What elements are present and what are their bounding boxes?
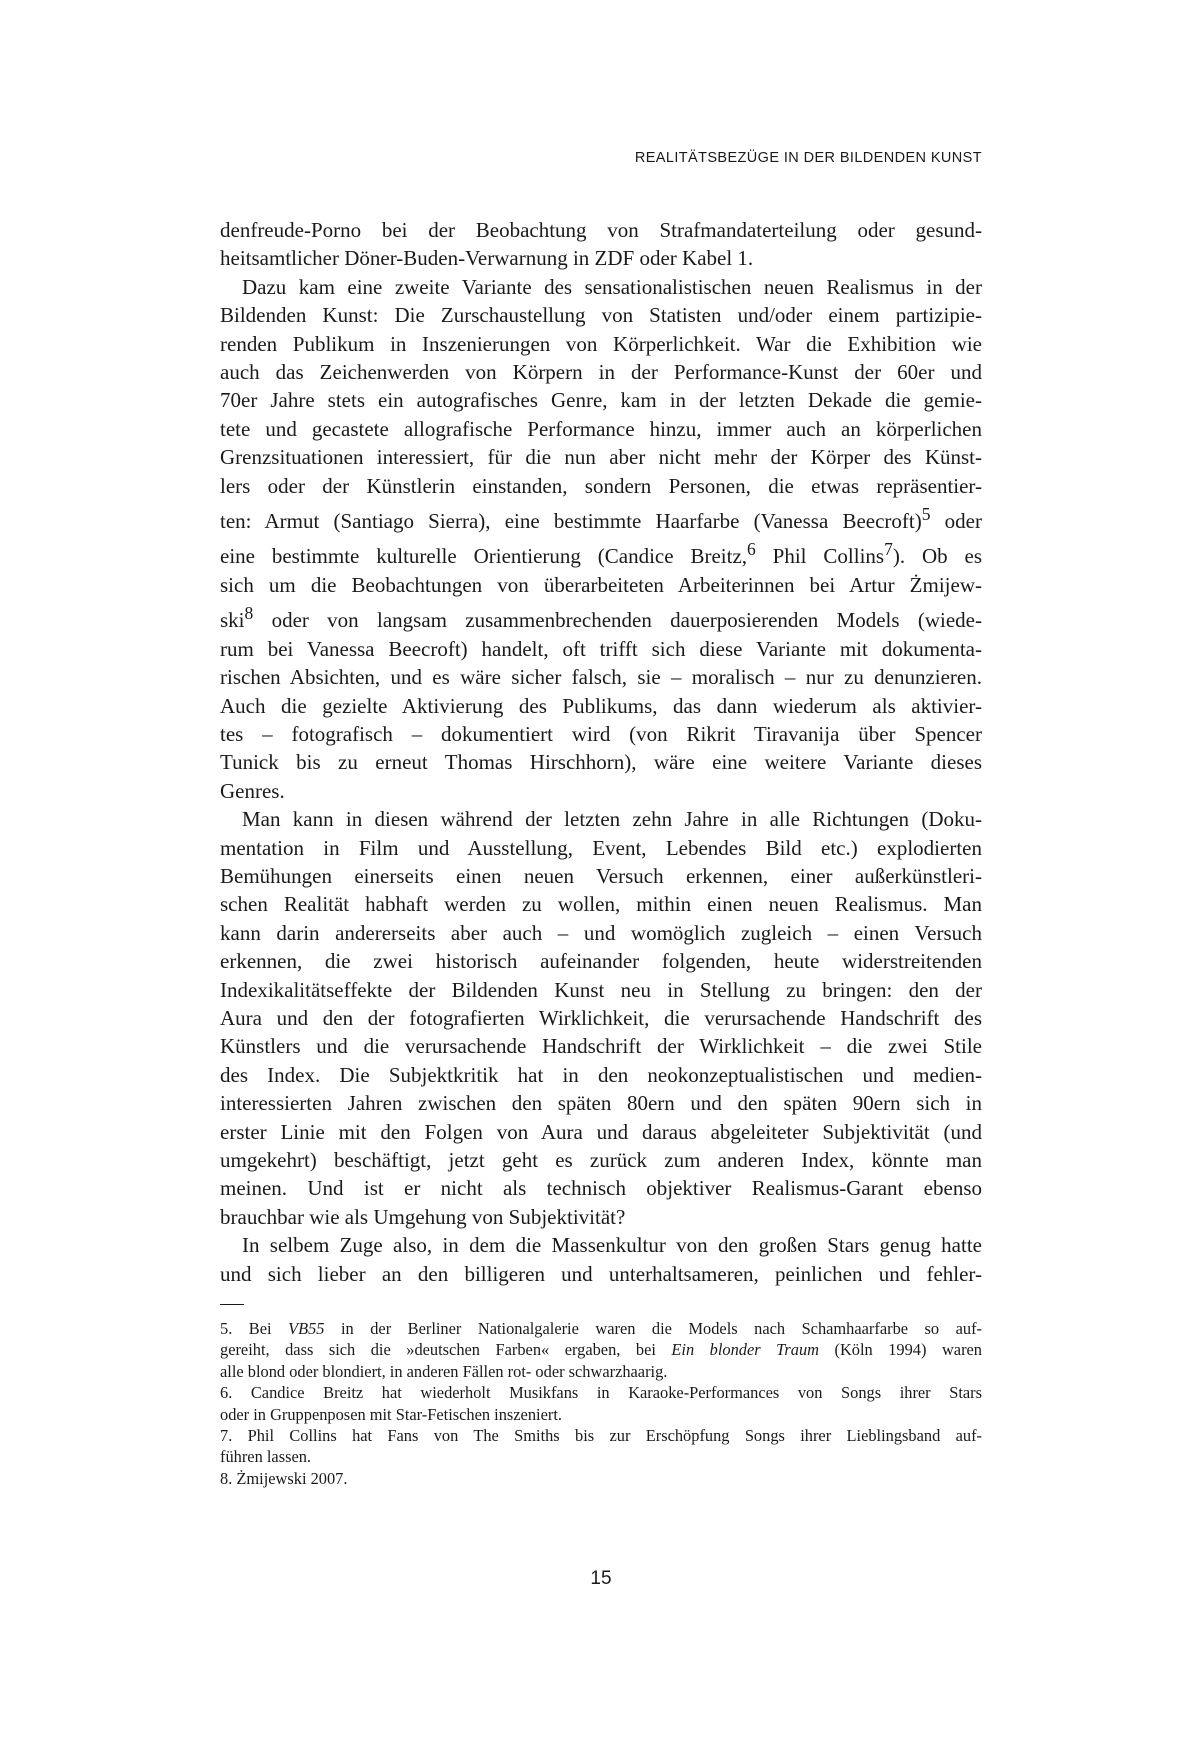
text-line: umgekehrt) beschäftigt, jetzt geht es zurück zum anderen Index, könnte man xyxy=(220,1148,982,1172)
text-line: mentation in Film und Ausstellung, Event, Lebendes Bild etc.) explodierten xyxy=(220,835,982,860)
footnote-line: 8. Żmijewski 2007. xyxy=(220,1468,348,1488)
paragraph-3 xyxy=(220,805,982,1231)
body-text xyxy=(220,216,982,1288)
text-line: Man kann in diesen während der letzten zehn Jahre in alle Richtungen (Doku- xyxy=(242,807,982,832)
text-run: ). Ob es xyxy=(892,544,983,569)
footnote-ref-7[interactable]: 7 xyxy=(884,539,893,560)
text-line: rum bei Vanessa Beecroft) handelt, oft trifft sich diese Variante mit dokumenta- xyxy=(220,636,982,661)
text-line: heitsamtlicher Döner-Buden-Verwarnung in ZDF oder Kabel 1. xyxy=(220,246,754,271)
paragraph-4 xyxy=(220,1231,982,1288)
text-run: Phil Collins xyxy=(755,544,885,569)
text-line: tes – fotografisch – dokumentiert wird (von Rikrit Tiravanija über Spencer xyxy=(220,721,982,746)
text-line: Tunick bis zu erneut Thomas Hirschhorn), wäre eine weitere Variante dieses xyxy=(220,750,982,775)
text-line: schen Realität habhaft werden zu wollen, mithin einen neuen Realismus. Man xyxy=(220,892,982,917)
text-run: in der Berliner Nationalgalerie waren die Models nach Schamhaarfarbe so auf- xyxy=(324,1319,983,1338)
text-line: tete und gecastete allografische Performance hinzu, immer auch an körperlichen xyxy=(220,416,982,441)
text-line: sich um die Beobachtungen von überarbeiteten Arbeiterinnen bei Artur Żmijew- xyxy=(220,572,982,597)
page-number: 15 xyxy=(590,1568,612,1589)
text-line: Genres. xyxy=(220,778,285,803)
footnotes xyxy=(220,1318,982,1489)
text-line: Aura und den der fotografierten Wirklichkeit, die verursachende Handschrift des xyxy=(220,1005,982,1030)
running-head: REALITÄTSBEZÜGE IN DER BILDENDEN KUNST xyxy=(634,150,982,166)
paragraph-1 xyxy=(220,216,982,273)
text-line xyxy=(220,599,982,634)
footnote-8 xyxy=(220,1468,982,1489)
text-line: erkennen, die zwei historisch aufeinander folgenden, heute widerstreitenden xyxy=(220,949,982,974)
text-line: interessierten Jahren zwischen den späten 80ern und den späten 90ern sich in xyxy=(220,1091,982,1116)
text-line: erster Linie mit den Folgen von Aura und daraus abgeleiteter Subjektivität (und xyxy=(220,1119,982,1144)
footnote-ref-8[interactable]: 8 xyxy=(244,603,254,624)
text-line: In selbem Zuge also, in dem die Massenkultur von den großen Stars genug hatte xyxy=(242,1233,982,1258)
footnote-divider xyxy=(220,1304,244,1305)
footnote-line: 6. Candice Breitz hat wiederholt Musikfans in Karaoke-Performances von Songs ihrer Stars xyxy=(220,1383,982,1403)
text-line: Auch die gezielte Aktivierung des Publikums, das dann wiederum als aktivier- xyxy=(220,693,982,718)
italic-title: Ein blonder Traum xyxy=(671,1340,819,1360)
text-line: auch das Zeichenwerden von Körpern in der Performance-Kunst der 60er und xyxy=(220,360,982,385)
text-line: und sich lieber an den billigeren und unterhaltsameren, peinlichen und fehler- xyxy=(220,1261,982,1286)
text-line: des Index. Die Subjektkritik hat in den neokonzeptualistischen und medien- xyxy=(220,1062,982,1087)
footnote-6 xyxy=(220,1382,982,1425)
text-line xyxy=(220,535,982,570)
footnote-line: führen lassen. xyxy=(220,1447,312,1467)
footnote-ref-5[interactable]: 5 xyxy=(921,504,931,525)
text-run: eine bestimmte kulturelle Orientierung (Candice Breitz, xyxy=(220,544,748,569)
footnote-line xyxy=(220,1339,982,1360)
footnote-7 xyxy=(220,1425,982,1468)
text-line: 70er Jahre stets ein autografisches Genre, kam in der letzten Dekade die gemie- xyxy=(220,388,982,413)
text-line: Grenzsituationen interessiert, für die nun aber nicht mehr der Körper des Künst- xyxy=(220,445,982,470)
italic-title: VB55 xyxy=(288,1319,325,1338)
text-line: denfreude-Porno bei der Beobachtung von Strafmandaterteilung oder gesund- xyxy=(220,218,982,242)
text-run: (Köln 1994) waren xyxy=(818,1340,983,1360)
paragraph-2 xyxy=(220,273,982,805)
text-run: ten: Armut (Santiago Sierra), eine bestimmte Haarfarbe (Vanessa Beecroft) xyxy=(220,509,922,534)
text-line: Indexikalitätseffekte der Bildenden Kunst neu in Stellung zu bringen: den der xyxy=(220,977,982,1002)
text-line: renden Publikum in Inszenierungen von Körperlichkeit. War die Exhibition wie xyxy=(220,331,982,356)
footnote-5 xyxy=(220,1318,982,1382)
text-line: brauchbar wie als Umgehung von Subjektivität? xyxy=(220,1204,626,1229)
text-line: rischen Absichten, und es wäre sicher falsch, sie – moralisch – nur zu denunzieren. xyxy=(220,665,982,690)
text-run: oder xyxy=(930,509,982,534)
text-line: meinen. Und ist er nicht als technisch objektiver Realismus-Garant ebenso xyxy=(220,1176,982,1201)
text-run: oder von langsam zusammenbrechenden dauerposierenden Models (wiede- xyxy=(253,608,982,633)
text-line: Bildenden Kunst: Die Zurschaustellung von Statisten und/oder einem partizipie- xyxy=(220,303,982,328)
footnote-line: 7. Phil Collins hat Fans von The Smiths bis zur Erschöpfung Songs ihrer Lieblingsband auf- xyxy=(220,1426,982,1446)
text-line: lers oder der Künstlerin einstanden, sondern Personen, die etwas repräsentier- xyxy=(220,473,982,498)
text-line: kann darin andererseits aber auch – und womöglich zugleich – einen Versuch xyxy=(220,920,982,945)
text-line: Dazu kam eine zweite Variante des sensationalistischen neuen Realismus in der xyxy=(242,274,982,299)
text-run: 5. Bei xyxy=(220,1319,289,1338)
text-run: ski xyxy=(220,608,245,633)
text-line: Künstlers und die verursachende Handschrift der Wirklichkeit – die zwei Stile xyxy=(220,1034,982,1059)
text-line xyxy=(220,500,982,535)
text-run: gereiht, dass sich die »deutschen Farben« ergaben, bei xyxy=(220,1340,672,1360)
footnote-ref-6[interactable]: 6 xyxy=(747,539,756,560)
footnote-line xyxy=(220,1318,982,1339)
footnote-line: oder in Gruppenposen mit Star-Fetischen inszeniert. xyxy=(220,1404,562,1424)
text-line: Bemühungen einerseits einen neuen Versuch erkennen, einer außerkünstleri- xyxy=(220,863,982,888)
footnote-line: alle blond oder blondiert, in anderen Fällen rot- oder schwarzhaarig. xyxy=(220,1361,668,1381)
